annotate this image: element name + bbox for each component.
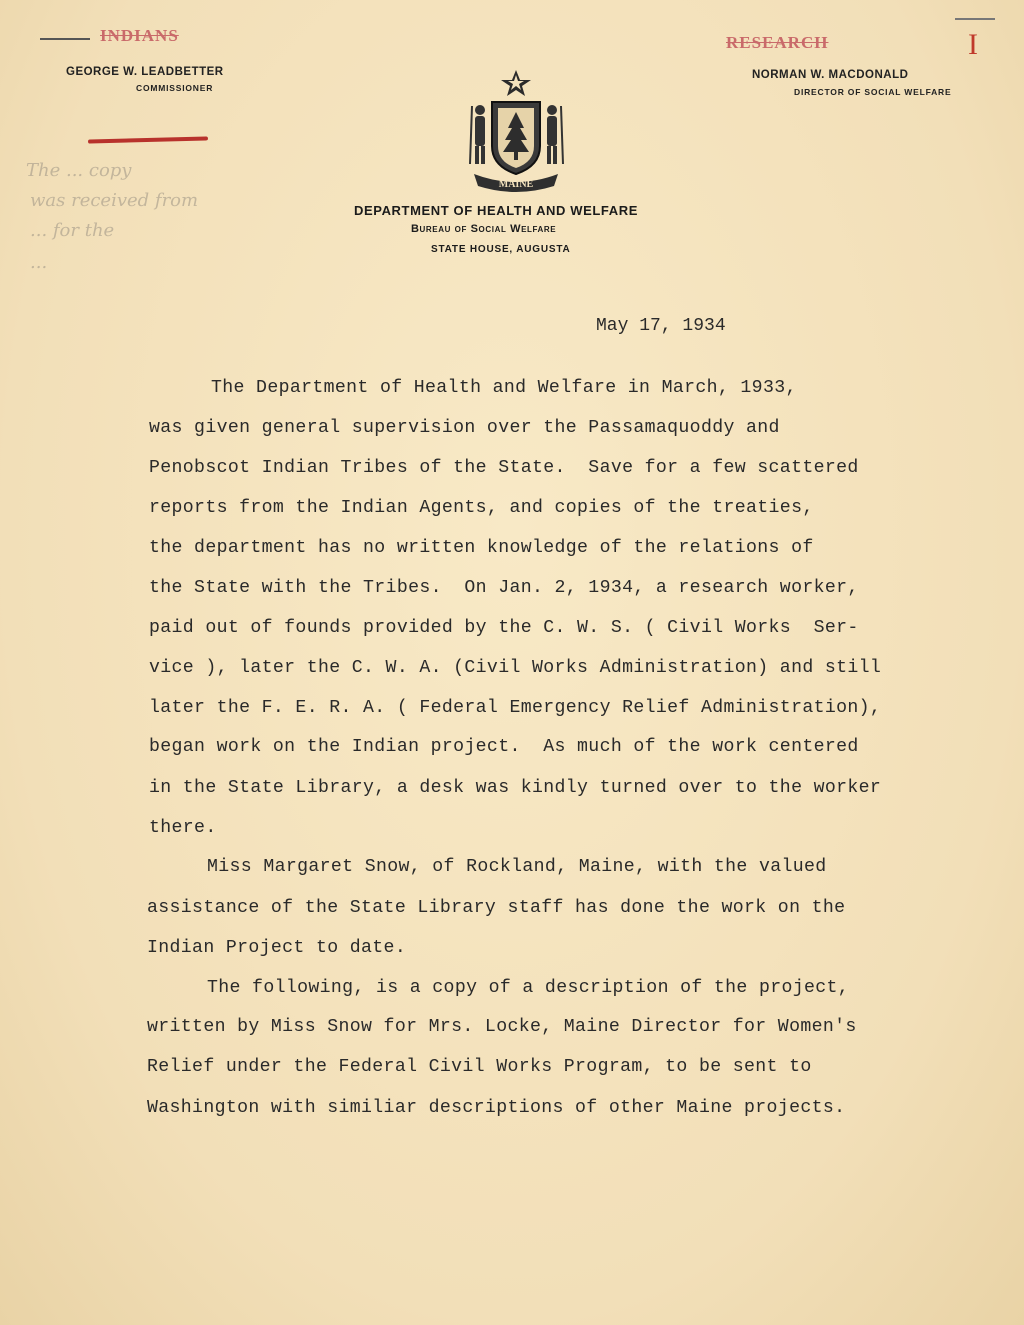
body-line-2: was given general supervision over the Passamaquoddy and: [149, 418, 780, 438]
director-name: NORMAN W. MACDONALD: [752, 69, 909, 81]
bureau-heading: Bureau of Social Welfare: [411, 223, 557, 235]
body-line-9: later the F. E. R. A. ( Federal Emergency Relief Administration),: [149, 698, 882, 718]
body-line-17: written by Miss Snow for Mrs. Locke, Maine Director for Women's: [147, 1017, 857, 1037]
pencil-note-2: was received from: [30, 190, 199, 211]
body-line-5: the department has no written knowledge of the relations of: [149, 538, 814, 558]
body-line-10: began work on the Indian project. As much of the work centered: [149, 737, 859, 757]
body-line-13: Miss Margaret Snow, of Rockland, Maine, with the valued: [207, 857, 827, 877]
body-line-12: there.: [149, 818, 217, 838]
section-mark: I: [968, 28, 978, 61]
body-line-14: assistance of the State Library staff has done the work on the: [147, 898, 846, 918]
body-line-18: Relief under the Federal Civil Works Program, to be sent to: [147, 1057, 812, 1077]
seal-banner-text: MAINE: [498, 179, 534, 190]
department-heading: DEPARTMENT OF HEALTH AND WELFARE: [354, 203, 638, 218]
director-title: DIRECTOR OF SOCIAL WELFARE: [794, 87, 952, 97]
pencil-note-4: ...: [30, 252, 48, 273]
body-line-16: The following, is a copy of a description of the project,: [207, 978, 850, 998]
pencil-note-1: The ... copy: [26, 160, 132, 181]
body-line-11: in the State Library, a desk was kindly turned over to the worker: [149, 778, 882, 798]
maine-seal: [462, 66, 570, 194]
red-pencil-mark: [88, 136, 208, 143]
body-line-15: Indian Project to date.: [147, 938, 407, 958]
body-line-8: vice ), later the C. W. A. (Civil Works Administration) and still: [149, 658, 882, 678]
body-line-1: The Department of Health and Welfare in March, 1933,: [211, 378, 797, 398]
pencil-note-3: ... for the: [30, 220, 115, 241]
body-line-7: paid out of founds provided by the C. W. S. ( Civil Works Ser-: [149, 618, 859, 638]
indians-stamp: INDIANS: [100, 26, 179, 45]
address-heading: STATE HOUSE, AUGUSTA: [431, 244, 571, 255]
body-line-3: Penobscot Indian Tribes of the State. Save for a few scattered: [149, 458, 859, 478]
body-line-6: the State with the Tribes. On Jan. 2, 1934, a research worker,: [149, 578, 859, 598]
commissioner-name: GEORGE W. LEADBETTER: [66, 66, 224, 78]
commissioner-title: COMMISSIONER: [136, 83, 214, 93]
pen-stroke: [40, 38, 90, 40]
letter-date: May 17, 1934: [596, 316, 726, 336]
body-line-4: reports from the Indian Agents, and copies of the treaties,: [149, 498, 814, 518]
body-line-19: Washington with similiar descriptions of other Maine projects.: [147, 1098, 846, 1118]
research-stamp: RESEARCH: [726, 33, 829, 52]
pen-stroke-right: [955, 18, 995, 20]
